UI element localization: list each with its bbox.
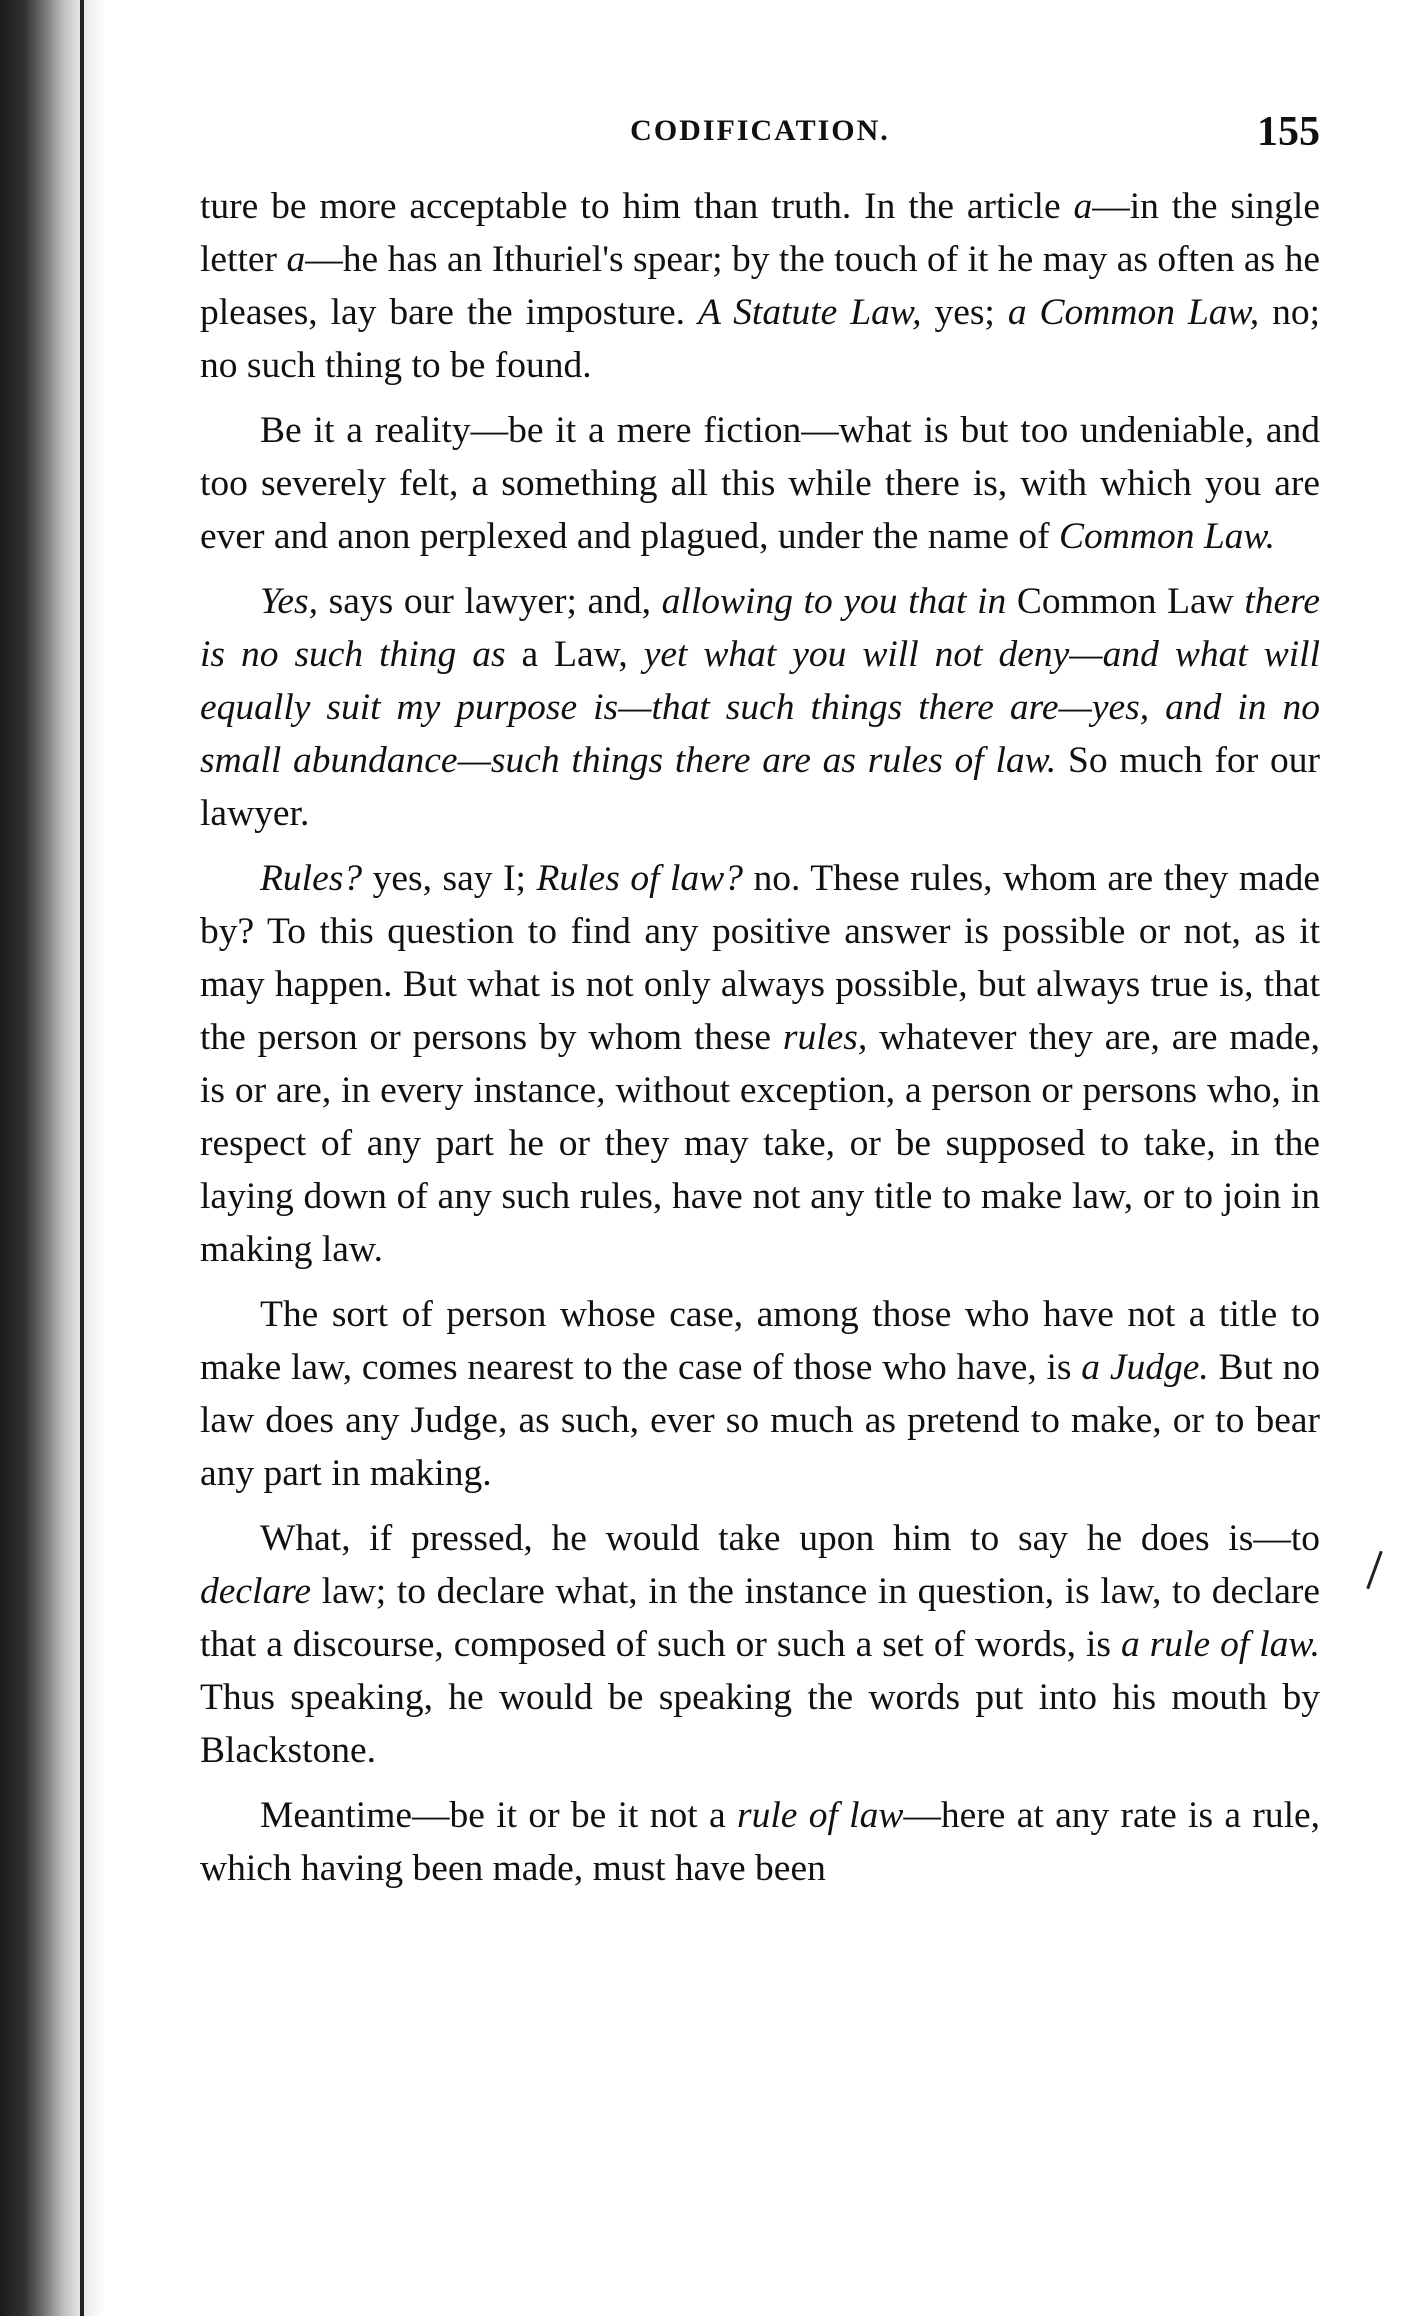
italic-text: yet what you will not deny—and what will equally suit my purpose is—that such things there are—yes, and in no small abundance—such things there are as rules of law. <box>200 634 1321 781</box>
text-run: yes, say I; <box>362 858 537 899</box>
running-title: CODIFICATION. <box>630 114 890 147</box>
italic-text: declare <box>200 1571 312 1612</box>
body-text <box>200 180 1320 1907</box>
paragraph <box>200 1789 1320 1895</box>
paragraph <box>200 1288 1320 1500</box>
text-run: law; to declare what, in the instance in question, is law, to declare that a discourse, composed of such or such a set of words, is <box>200 1571 1320 1665</box>
paragraph <box>200 575 1320 840</box>
binding-edge <box>80 0 84 2316</box>
italic-text: allowing to you that in <box>661 581 1007 622</box>
page-number: 155 <box>1257 109 1320 155</box>
text-run: But no law does any Judge, as such, ever so much as pretend to make, or to bear any part in making. <box>200 1347 1320 1494</box>
italic-text: a Judge. <box>1081 1347 1209 1388</box>
text-run: Thus speaking, he would be speaking the words put into his mouth by Blackstone. <box>200 1677 1320 1771</box>
page-gutter-shadow <box>0 0 105 2316</box>
italic-text: Rules of law? <box>536 858 743 899</box>
italic-text: a <box>286 239 306 280</box>
text-run: ture be more acceptable to him than truth. In the article <box>200 186 1074 227</box>
text-run: —he has an Ithuriel's spear; by the touch of it he may as often as he pleases, lay bare the imposture. <box>200 239 1320 333</box>
text-run: a Law, <box>505 634 644 675</box>
margin-pencil-mark <box>1366 1551 1383 1590</box>
italic-text: A Statute Law, <box>697 292 922 333</box>
page-header <box>200 108 1320 158</box>
text-run: So much for our lawyer. <box>200 740 1320 834</box>
text-run: no; no such thing to be found. <box>200 292 1321 386</box>
italic-text: a rule of law. <box>1121 1624 1320 1665</box>
text-run: says our lawyer; and, <box>318 581 662 622</box>
text-run: What, if pressed, he would take upon him to say he does is—to <box>260 1518 1320 1559</box>
paragraph <box>200 1512 1320 1777</box>
italic-text: Rules? <box>260 858 363 899</box>
text-run: —here at any rate is a rule, which having been made, must have been <box>200 1795 1321 1889</box>
italic-text: Yes, <box>260 581 319 622</box>
text-run: Common Law <box>1006 581 1245 622</box>
text-run: no. These rules, whom are they made by? To this question to find any positive answer is possible or not, as it may happen. But what is not only always possible, but always true is, that the person or persons by whom these <box>200 858 1320 1058</box>
italic-text: a <box>1073 186 1093 227</box>
text-run: yes; <box>921 292 1008 333</box>
italic-text: rule of law <box>736 1795 904 1836</box>
text-run: Meantime—be it or be it not a <box>260 1795 737 1836</box>
text-run: —in the single letter <box>200 186 1320 280</box>
text-run: The sort of person whose case, among those who have not a title to make law, comes nearest to the case of those who have, is <box>200 1294 1320 1388</box>
italic-text: there is no such thing as <box>200 581 1320 675</box>
italic-text: a Common Law, <box>1007 292 1260 333</box>
paragraph <box>200 180 1320 392</box>
text-run: whatever they are, are made, is or are, in every instance, without exception, a person or persons who, in respect of any part he or they may take, or be supposed to take, in the laying down of any such rules, have not any title to make law, or to join in making law. <box>200 1017 1320 1270</box>
paragraph <box>200 404 1320 563</box>
text-run: Be it a reality—be it a mere fiction—what is but too undeniable, and too severely felt, a something all this while there is, with which you are ever and anon perplexed and plagued, under the name of <box>200 410 1320 557</box>
italic-text: rules, <box>782 1017 868 1058</box>
italic-text: Common Law. <box>1059 516 1276 557</box>
paragraph <box>200 852 1320 1276</box>
